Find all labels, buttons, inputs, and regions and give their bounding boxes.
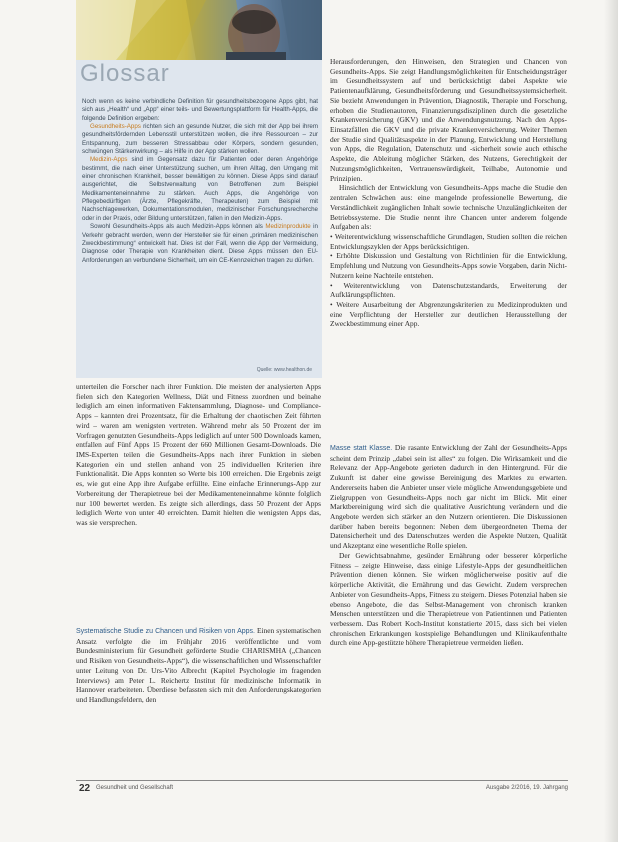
body-paragraph: unterteilen die Forscher nach ihrer Funktion. Die meisten der analysierten Apps fielen sich den Kategorien Wellness, Diät und Fitness zuordnen und beinahe lediglich am einen informativen Faktensammlung, Diagnose- und Compliance-Apps – kannten drei Prozentsatz, für die Erhaltung der chaotischen Zeit führten wird – waren am wenigsten vertreten. Während mehr als 50 Prozent der im Vorfragen genutzten Gesundheits-Apps lediglich auf unter 500 Downloads kamen, entfallen auf Fünf Apps 15 Prozent der 660 Millionen Gesamt-Downloads. Die IMS-Experten teilen die Gesundheits-Apps nach ihrer Funktion in sieben Kategorien ein und stellen anhand von 25 individuellen Kriterien ihre Funktionalität. Die Apps konnten so Werte bis 100 erreichen. Die Ergebnis zeigt es, wie gut eine App ihre Aufgabe erfüllte. Eine einfache Erinnerungs-App zur Vorbereitung der Therapietreue bei der Medikamenteneinnahme könnte folglich nur 100 bewertet werden. Es zeigte sich allerdings, dass 50 Prozent der Apps lediglich Werte von unter 40 erreichten. Damit hielten die wenigsten Apps das, was sie versprechen. <box>76 382 321 528</box>
glossar-photo <box>76 0 322 60</box>
glossar-intro: Noch wenn es keine verbindliche Definition für gesundheitsbezogene Apps gibt, hat sich aus „Health“ und „App“ einer teils- und Bewertungsplattform für Health-Apps, die folgende Definition ergeben: <box>82 98 318 122</box>
section-heading: Masse statt Klasse. <box>330 445 393 452</box>
body-text: Einen systematischen Ansatz verfolgte die im Frühjahr 2016 veröffentlichte und vom Bundesministerium für Gesundheit geförderte Studie CHARISMHA („Chancen und Risiken von Gesundheits-Apps“), die wissenschaftlichen und Wissenschaftler unter Leitung von Dr. Urs-Vito Albrecht (Kapitel Psychologie im fragenden Interviews) am Peter L. Reichertz Institut für medizinische Informatik in Hannover erarbeiteten. Überdiese befassten sich mit den Anforderungskategorien und Handlungsfeldern, den <box>76 626 321 705</box>
body-paragraph: Hinsichtlich der Entwicklung von Gesundheits-Apps mache die Studie den zentralen Schwächen aus: eine mangelnde professionelle Bewertung, die Verständlichkeit zugänglichen Inhalt sowie technische Unzulänglichkeiten der Betriebssysteme. Die Studie nennt ihre Chancen unter anderem folgende Aufgaben als: <box>330 183 567 232</box>
glossar-box <box>76 0 322 378</box>
glossar-text <box>82 98 318 265</box>
glossar-paragraph <box>82 156 318 223</box>
page-edge-shadow <box>604 0 618 842</box>
glossar-definition-lead: Sowohl Gesundheits-Apps als auch Medizin-Apps können als <box>90 223 263 231</box>
glossar-definition: richten sich an gesunde Nutzer, die sich mit der App bei ihrem gesundheitsfördernden Lebensstil unterstützen wollen, die ihre Ressourcen – zur Entspannung, zum besseren Stressabbau oder Körpers, sondern gesunden, schwüngen Stärkenwirkung – als Hilfe in der App stärken wollen. <box>82 123 318 156</box>
body-paragraph <box>76 626 321 705</box>
glossar-definition: sind im Gegensatz dazu für Patienten oder deren Angehörige bestimmt, die nach einer Unterstützung suchen, um ihren Alltag, den Umgang mit einer chronischen Krankheit, besser bewältigen zu können. Diese Apps sind darauf ausgerichtet, die Selbstverwaltung von Betroffenen zum Beispiel Medikamenteneinnahme zu stärken. Auch Apps, die Angehörige von Pflegebedürftigen (Ärzte, Pflegekräfte, Therapeuten) zum Beispiel mit Nachschlagewerken, Dokumentationsmodulen, medizinischer Forschungsrecherche oder in der Praxis, oder Bildung unterstützen, fallen in den Medizin-Apps. <box>82 156 318 222</box>
publication-name: Gesundheit und Gesellschaft <box>96 785 174 791</box>
right-column-top <box>330 57 567 329</box>
glossar-definition: in Verkehr gebracht werden, wenn der Hersteller sie für einen „primären medizinischen Zweckbestimmung“ entwickelt hat. Dies ist der Fall, wenn die App der Vermeidung, Diagnose oder Therapie von Krankheiten dient. Diese Apps müssen den EU-Anforderungen an verbundene Sicherheit, um ein CE-Kennzeichen tragen zu dürfen. <box>82 223 318 264</box>
bullet-item: • Weitere Ausarbeitung der Abgrenzungskriterien zu Medizinprodukten und eine Verpflichtung der Hersteller zur deutlichen Herausstellung der Zweckbestimmung einer App. <box>330 299 567 329</box>
glossar-paragraph <box>82 223 318 265</box>
bullet-item: • Weiterentwicklung von Datenschutzstandards, Erweiterung der Aufklärungspflichten. <box>330 280 567 300</box>
body-paragraph: Herausforderungen, den Hinweisen, den Strategien und Chancen von Gesundheits-Apps. Sie zeigt Handlungsmöglichkeiten für Entscheidungsträger im Gesundheitssystem auf und berücksichtigt dabei Aspekte wie Patientenaufklärung, Gesundheitsförderung und Gesundheitssystemsicherheit. Sie bezieht Anwendungen in Prävention, Diagnostik, Therapie und Forschung, erhoben die Studienautoren, Finanzierungsdisziplinen durch die gesetzliche Krankenversicherung (GKV) und die Anwendungsnutzung. Nach den Apps-Einsatzfällen die GKV und die private Krankenversicherung. Weiter Themen der Studie sind Qualitätsaspekte in der Planung, Entwicklung und Herstellung von Apps, die Regulation, Datenschutz und -sicherheit sowie auch ethische Aspekte, die Ableitung möglicher Stärken, des Nutzens, Gerechtigkeit der Nutzungsmöglichkeiten, Vertrauenswürdigkeit, Teilhabe, Autonomie und Prinzipien. <box>330 57 567 183</box>
page-number: 22 <box>79 783 91 794</box>
bullet-item: • Erhöhte Diskussion und Gestaltung von Richtlinien für die Entwicklung, Empfehlung und Nutzung von Gesundheits-Apps sowie Vorgaben, darin Nicht-Nutzern keine Nachteile entstehen. <box>330 251 567 280</box>
page-footer <box>76 780 568 793</box>
section-heading: Systematische Studie zu Chancen und Risiken von Apps. <box>76 628 255 635</box>
glossar-term: Gesundheits-Apps <box>90 123 141 131</box>
glossar-paragraph <box>82 123 318 156</box>
left-column-bottom <box>76 626 321 705</box>
glossar-term: Medizinprodukte <box>265 223 311 231</box>
issue-info: Ausgabe 2/2016, 19. Jahrgang <box>485 785 568 791</box>
glossar-source: Quelle: www.healthon.de <box>256 367 312 373</box>
body-text: Die rasante Entwicklung der Zahl der Gesundheits-Apps scheint dem Prinzip „dabei sein ist alles“ zu folgen. Die Wirksamkeit und die Relevanz der App-Angebote gerieten dadurch in den Hintergrund. Für die Zukunft ist daher eine gewisse Bereinigung des Marktes zu erwarten. Andererseits haben die Anbieter unser viele mögliche Anwendungsgebiete und Zielgruppen von Gesundheits-Apps noch gar nicht im Blick. Mit einer Marktbereinigung wird sich die qualitative Ausrichtung verändern und die Angebote werden sich stärker an den Nutzern orientieren. Die Diskussionen darüber haben bereits begonnen: Neben dem übergeordneten Thema der Datensicherheit und des Datenschutzes werden die Aspekte Nutzen, Qualität und Akzeptanz eine wesentliche Rolle spielen. <box>330 443 567 551</box>
right-column-bottom <box>330 443 567 648</box>
left-column-top <box>76 382 321 528</box>
glossar-term: Medizin-Apps <box>90 156 128 164</box>
bullet-item: • Weiterentwicklung wissenschaftliche Grundlagen, Studien sollten die reichen Entwicklungszyklen der Apps berücksichtigen. <box>330 231 567 251</box>
glossar-title: Glossar <box>80 60 170 87</box>
body-paragraph <box>330 443 567 551</box>
body-paragraph: Der Gewichtsabnahme, gesünder Ernährung oder besserer körperliche Fitness – zeigte Hinweise, dass einige Lifestyle-Apps der gesundheitlichen Prävention dienen können. Sie wirken möglicherweise positiv auf die körperliche Aktivität, die Ernährung und das Gewicht. Zudem versprechen Anbieter von Gesundheits-Apps, Fitness zu steigern. Dieses Potenzial haben sie ebenso Angebote, die das Selbst-Management von chronisch kranken Menschen unterstützen und die Therapietreue von Patientinnen und Patienten verbessern. Das Robert Koch-Institut konstatierte 2015, dass sich bei vielen chronischen Erkrankungen kostspielige Behandlungen und Klinikaufenthalte durch eine App-gestützte höhere Therapietreue vermeiden ließen. <box>330 550 567 648</box>
